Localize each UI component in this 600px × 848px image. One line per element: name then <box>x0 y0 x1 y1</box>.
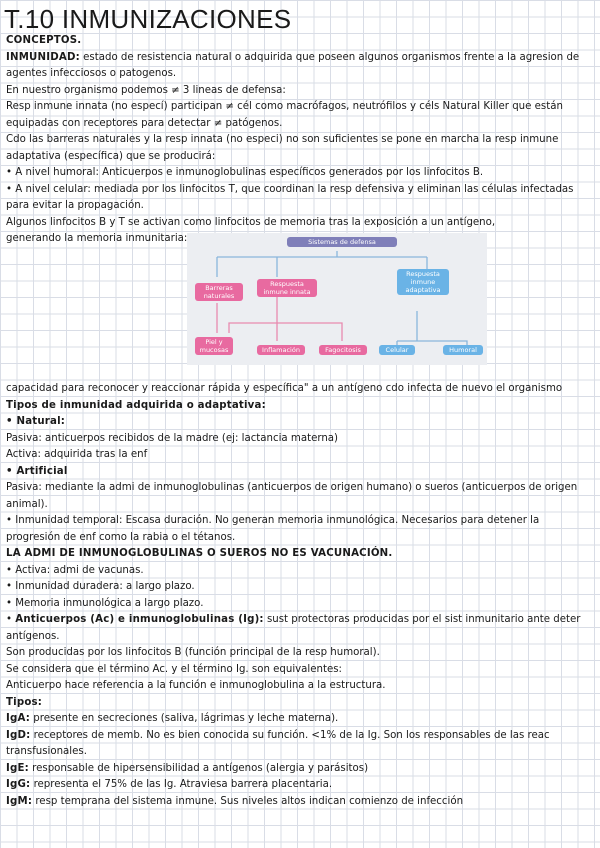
ig-text: responsable de hipersensibilidad a antígenos (alergia y parásitos) <box>28 762 369 774</box>
text-line: Son producidas por los linfocitos B (función principal de la resp humoral). <box>6 647 380 658</box>
diagram-celular-node: Celular <box>379 345 415 355</box>
text-line: Pasiva: mediante la admi de inmunoglobulinas (anticuerpos de origen humano) o sueros (anticuerpos de origen animal). <box>6 482 578 510</box>
notes-page <box>6 6 594 810</box>
ig-label: IgG: <box>6 779 31 790</box>
anticuerpos-text: sust protectoras producidas por el sist inmunitario ante deter antígenos. <box>6 614 581 642</box>
list-item: • Memoria inmunológica a largo plazo. <box>6 596 594 613</box>
natural-label: • Natural: <box>6 414 594 431</box>
ig-item <box>6 761 594 778</box>
diagram-fagocitosis-node: Fagocitosis <box>319 345 367 355</box>
text-line: generando la memoria inmunitaria: <box>6 233 188 244</box>
inmunidad-label: INMUNIDAD: <box>6 51 80 63</box>
tipos-inmunidad-heading: Tipos de inmunidad adquirida o adaptativa: <box>6 399 266 411</box>
diagram-adaptativa-node: Respuesta inmune adaptativa <box>397 269 449 295</box>
text-line: • Inmunidad temporal: Escasa duración. No generan memoria inmunológica. Necesarios para detener la progresión de enf como la rabia o el tétanos. <box>6 513 594 546</box>
text-line: Activa: adquirida tras la enf <box>6 449 148 460</box>
bullet-humoral: • A nivel humoral: Anticuerpos e inmunoglobulinas específicos generados por los linfocitos B. <box>6 165 594 182</box>
diagram-root-node: Sistemas de defensa <box>287 237 397 247</box>
page-title: T.10 INMUNIZACIONES <box>4 4 292 34</box>
ig-item <box>6 728 594 761</box>
diagram-barreras-node: Barreras naturales <box>195 283 243 301</box>
text-line: Se considera que el término Ac. y el término Ig. son equivalentes: <box>6 663 342 675</box>
text-line: Cdo las barreras naturales y la resp innata (no especi) no son suficientes se pone en marcha la resp inmune adaptativa (específica) que se producirá: <box>6 134 559 162</box>
diagram-piel-node: Piel y mucosas <box>195 337 233 355</box>
inmunidad-text: estado de resistencia natural o adquirida que poseen algunos organismos frente a la agresion de agentes infecciosos o patogenos. <box>6 51 580 79</box>
ig-item <box>6 777 594 794</box>
text-line: En nuestro organismo podemos ≠ 3 lineas de defensa: <box>6 84 286 96</box>
text-line: Algunos linfocitos B y T se activan como linfocitos de memoria tras la exposición a un antígeno, <box>6 216 496 228</box>
ig-label: IgD: <box>6 729 31 741</box>
diagram-inflamacion-node: Inflamación <box>257 345 305 355</box>
ig-item <box>6 711 594 728</box>
defense-systems-diagram <box>187 233 487 365</box>
diagram-row <box>6 231 594 381</box>
ig-item <box>6 794 594 811</box>
inmunidad-definition <box>6 50 594 83</box>
ig-label: IgA: <box>6 713 31 724</box>
text-line: Resp inmune innata (no especí) participan ≠ cél como macrófagos, neutrófilos y céls Natural Killer que están equipadas con receptores para detectar ≠ patógenos. <box>6 101 563 129</box>
diagram-innata-node: Respuesta inmune innata <box>257 279 317 297</box>
text-line: Pasiva: anticuerpos recibidos de la madre (ej: lactancia materna) <box>6 432 339 444</box>
ig-text: representa el 75% de las Ig. Atraviesa barrera placentaria. <box>30 779 333 790</box>
conceptos-heading: CONCEPTOS. <box>6 35 82 46</box>
ig-label: IgE: <box>6 762 29 774</box>
ig-text: receptores de memb. No es bien conocida su función. <1% de la Ig. Son los responsables de las reac transfusionales. <box>6 729 550 757</box>
text-line: capacidad para reconocer y reaccionar rápida y específica" a un antígeno cdo infecta de nuevo el organismo <box>6 383 563 394</box>
list-item: • Inmunidad duradera: a largo plazo. <box>6 579 594 596</box>
vacunacion-heading: LA ADMI DE INMUNOGLOBULINAS O SUEROS NO ES VACUNACIÓN. <box>6 548 393 559</box>
ig-text: presente en secreciones (saliva, lágrimas y leche materna). <box>30 713 339 724</box>
artificial-label: • Artificial <box>6 464 594 481</box>
ig-text: resp temprana del sistema inmune. Sus niveles altos indican comienzo de infección <box>32 795 464 807</box>
diagram-humoral-node: Humoral <box>443 345 483 355</box>
list-item: • Activa: admi de vacunas. <box>6 563 594 580</box>
tipos-heading: Tipos: <box>6 696 43 708</box>
anticuerpos-label: Anticuerpos (Ac) e inmunoglobulinas (Ig): <box>15 614 264 625</box>
text-line: Anticuerpo hace referencia a la función e inmunoglobulina a la estructura. <box>6 680 386 691</box>
anticuerpos-definition <box>6 612 594 645</box>
ig-label: IgM: <box>6 795 33 807</box>
bullet-celular: • A nivel celular: mediada por los linfocitos T, que coordinan la resp defensiva y eliminan las células infectadas para evitar la propagación. <box>6 182 594 215</box>
